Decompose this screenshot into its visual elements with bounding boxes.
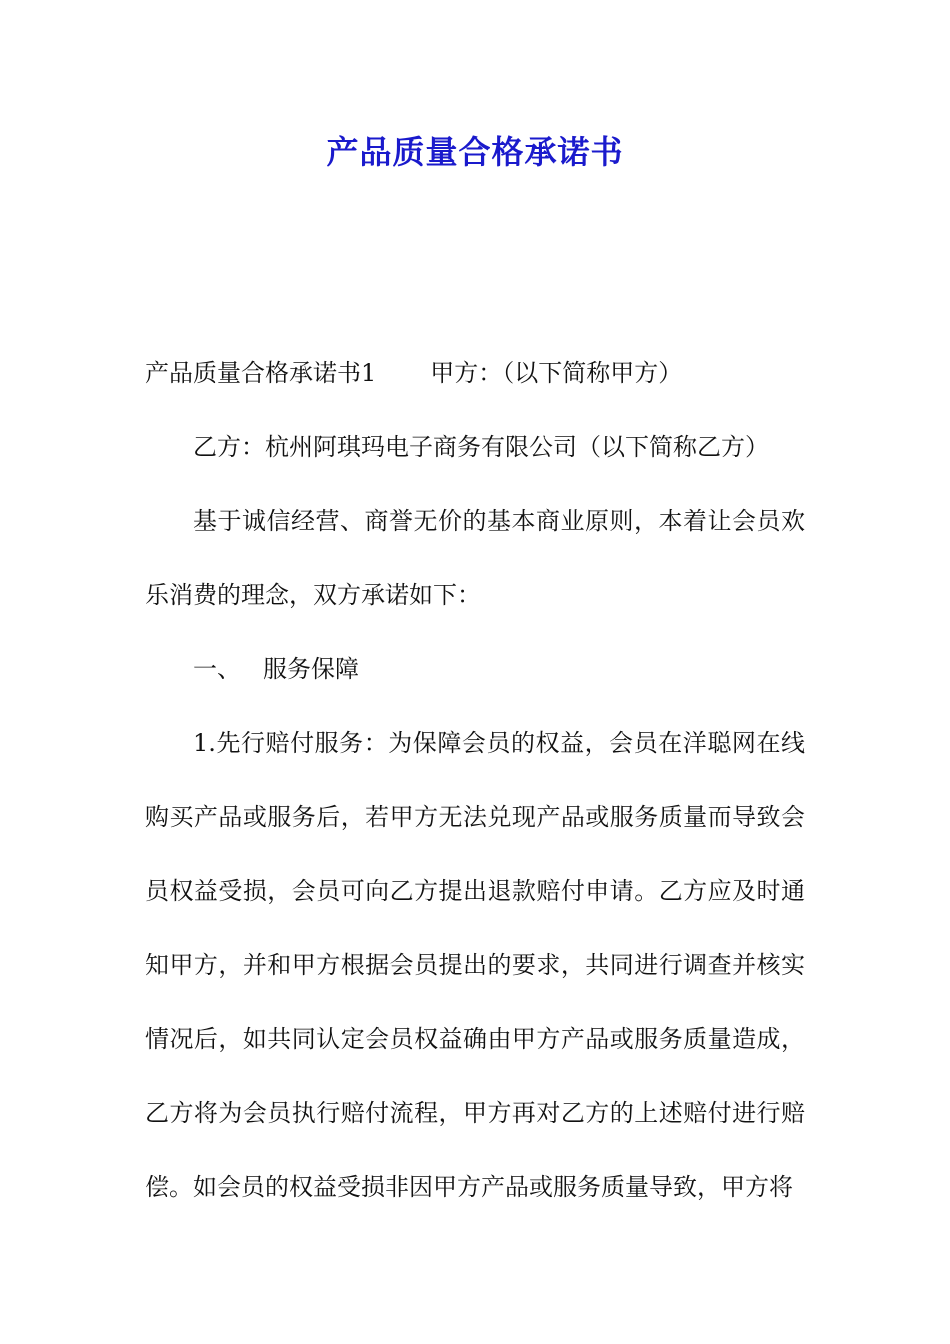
document-heading-line: 产品质量合格承诺书1: [145, 359, 377, 387]
document-title: 产品质量合格承诺书: [326, 133, 624, 171]
clause-1-paragraph: 1.先行赔付服务：为保障会员的权益，会员在洋聪网在线购买产品或服务后，若甲方无法兑现产品或服务质量而导致会员权益受损，会员可向乙方提出退款赔付申请。乙方应及时通知甲方，并和甲方根据会员提出的要求，共同进行调查并核实情况后，如共同认定会员权益确由甲方产品或服务质量造成，乙方将为会员执行赔付流程，甲方再对乙方的上述赔付进行赔偿。如会员的权益受损非因甲方产品或服务质量导致，甲方将: [145, 729, 805, 1201]
first-line: [145, 336, 805, 410]
party-b-line: 乙方：杭州阿琪玛电子商务有限公司（以下简称乙方）: [193, 433, 769, 461]
section-number: 一、: [193, 655, 241, 683]
party-a-line: 甲方：（以下简称甲方）: [430, 359, 683, 387]
document-body: [145, 336, 805, 1224]
section-title: 服务保障: [263, 655, 359, 683]
section-heading: [145, 632, 805, 706]
intro-paragraph: 基于诚信经营、商誉无价的基本商业原则，本着让会员欢乐消费的理念，双方承诺如下：: [145, 507, 805, 609]
